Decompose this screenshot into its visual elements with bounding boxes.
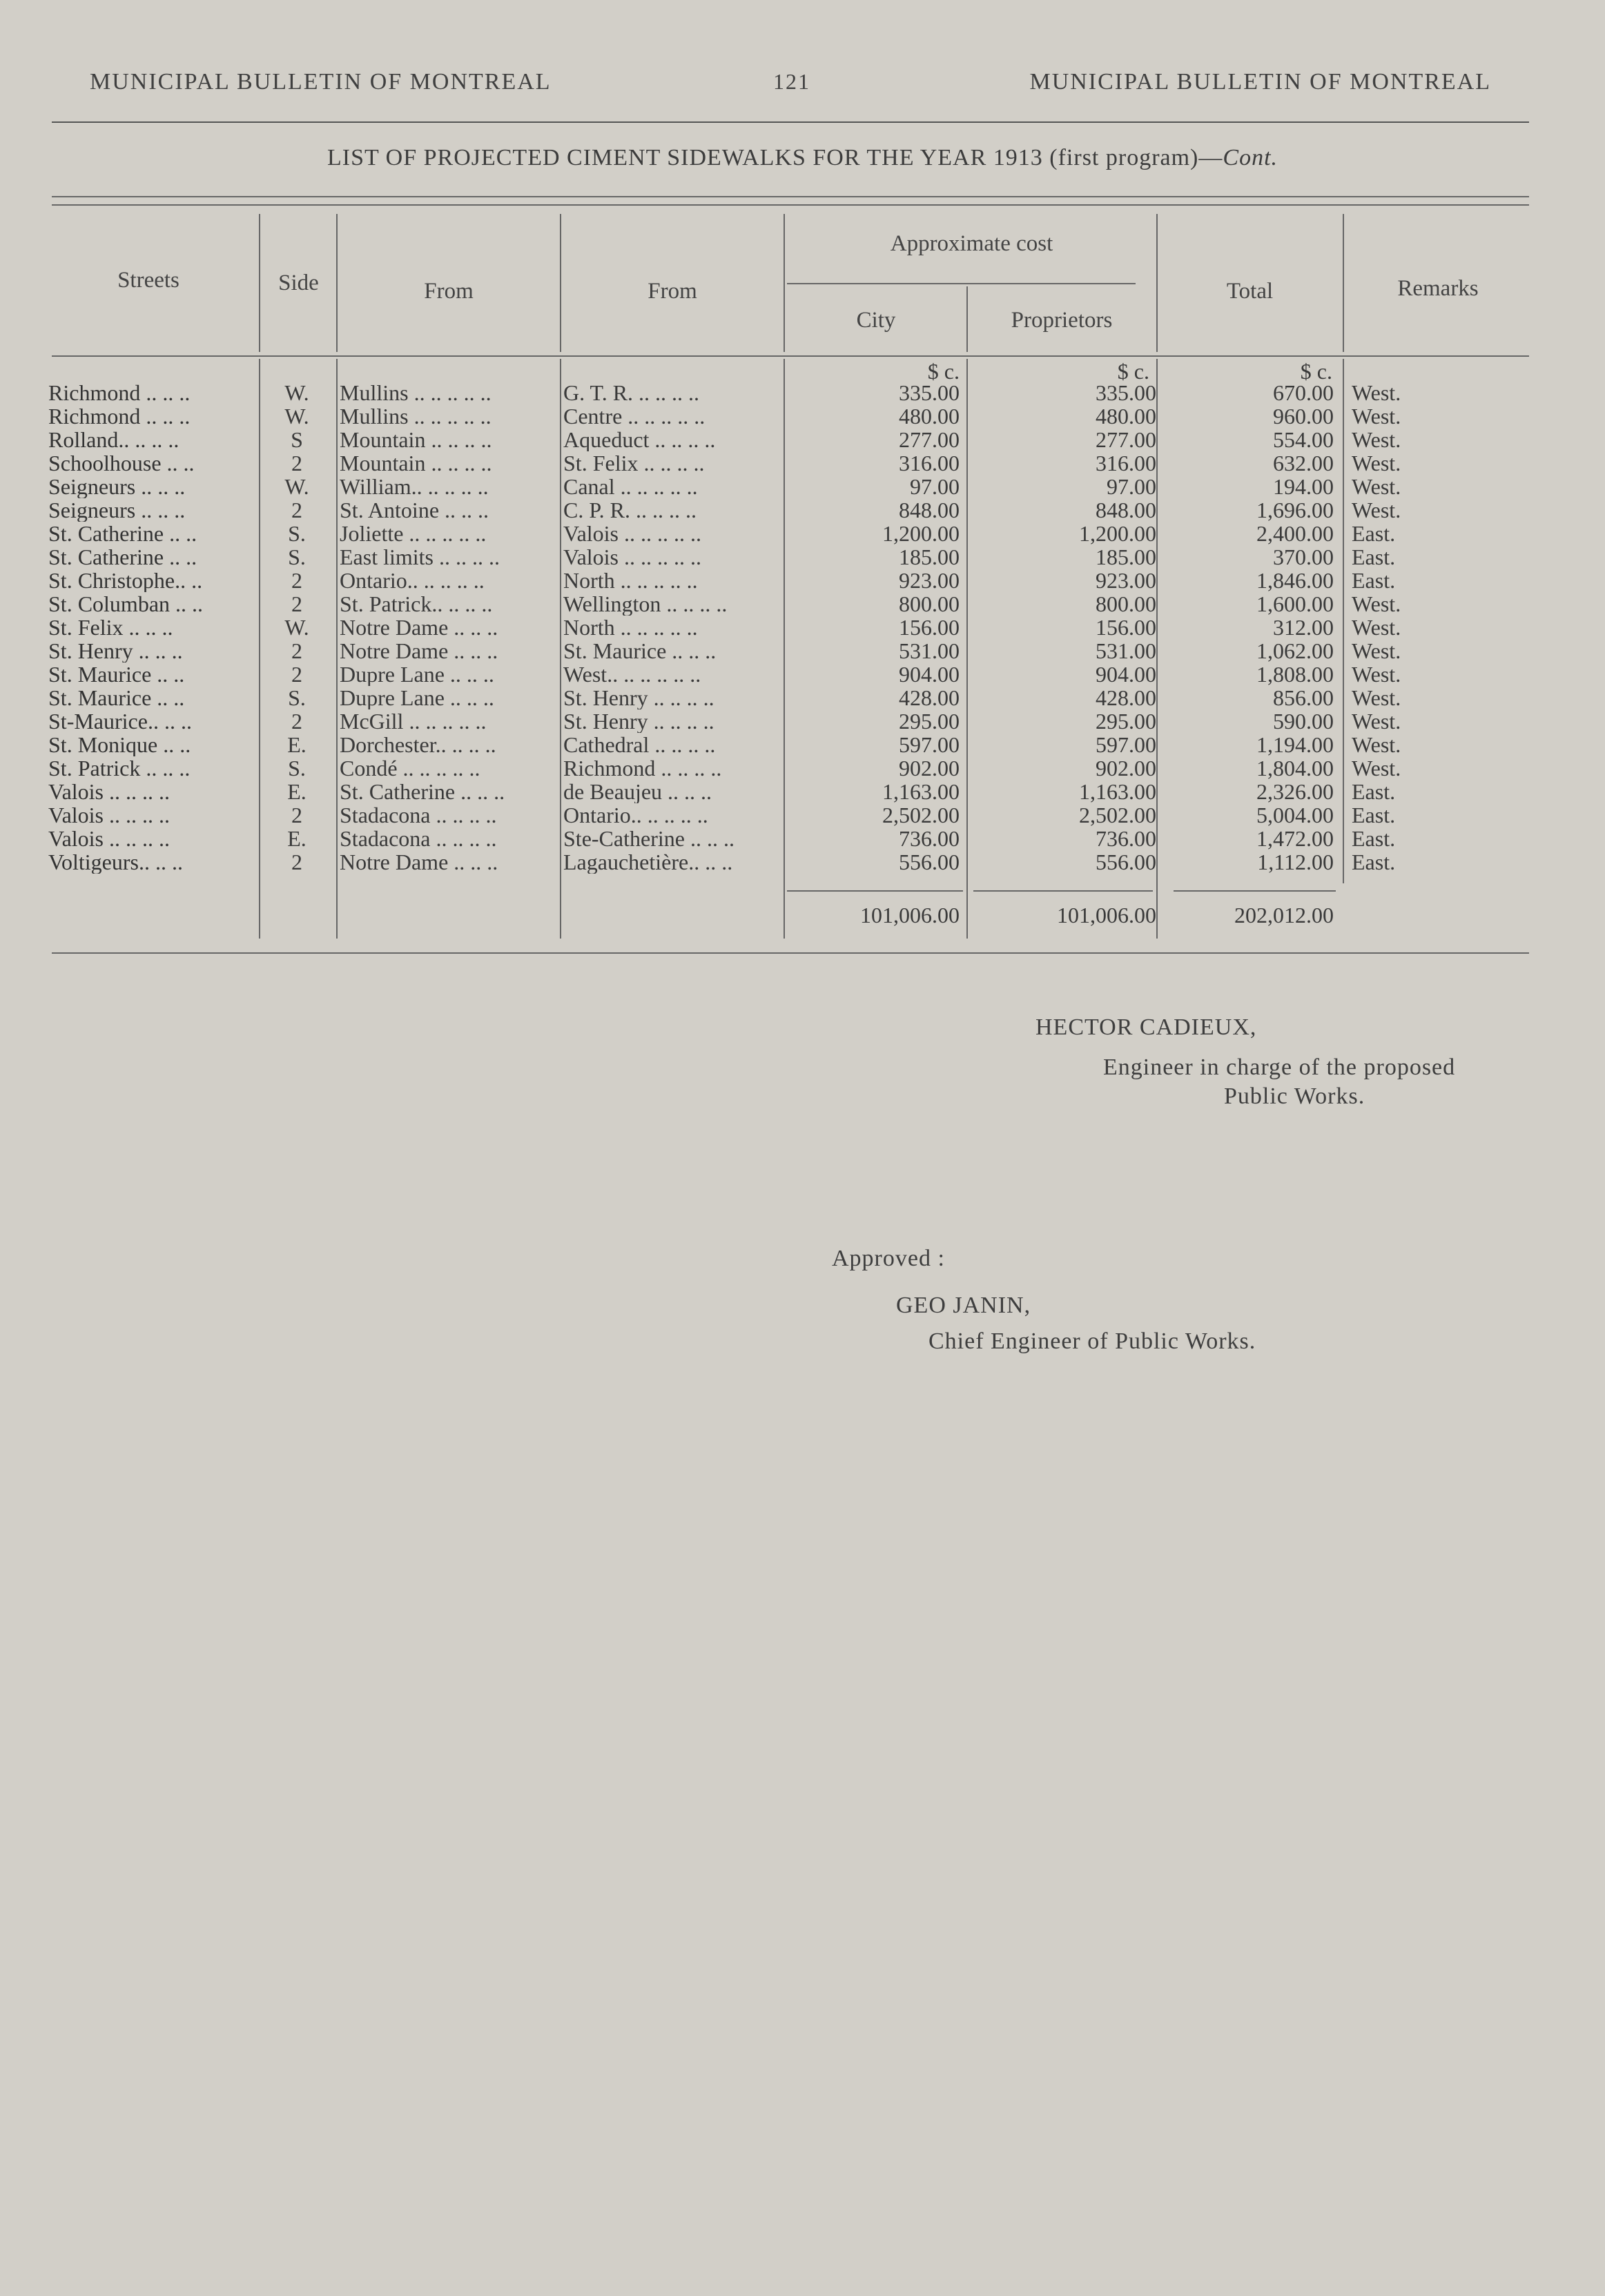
row-total: 856.00 <box>1273 685 1334 710</box>
row-from-1: William.. .. .. .. .. <box>340 475 489 498</box>
row-proprietors-cost: 556.00 <box>1096 850 1156 874</box>
row-remarks: West. <box>1352 709 1401 734</box>
row-proprietors-cost: 902.00 <box>1096 756 1156 781</box>
row-total: 1,804.00 <box>1256 756 1334 781</box>
row-from-2: Canal .. .. .. .. .. <box>563 475 698 498</box>
table-row <box>0 686 1605 709</box>
row-from-1: Notre Dame .. .. .. <box>340 639 498 663</box>
row-total: 1,194.00 <box>1256 732 1334 757</box>
page-number: 121 <box>773 69 810 94</box>
row-city-cost: 335.00 <box>899 380 960 405</box>
header-total: Total <box>1226 279 1274 304</box>
row-side: 2 <box>291 662 302 687</box>
row-city-cost: 800.00 <box>899 591 960 616</box>
row-city-cost: 923.00 <box>899 568 960 593</box>
row-from-2: Lagauchetière.. .. .. <box>563 850 733 874</box>
row-street: Richmond .. .. .. <box>48 381 191 404</box>
row-city-cost: 556.00 <box>899 850 960 874</box>
table-row <box>0 522 1605 545</box>
row-side: 2 <box>291 709 302 734</box>
row-from-1: Joliette .. .. .. .. .. <box>340 522 487 545</box>
col-divider <box>1156 214 1158 352</box>
row-street: Valois .. .. .. .. <box>48 827 170 850</box>
row-from-2: Centre .. .. .. .. .. <box>563 404 706 428</box>
row-remarks: West. <box>1352 638 1401 663</box>
row-remarks: West. <box>1352 474 1401 499</box>
row-total: 1,472.00 <box>1256 826 1334 851</box>
table-top-rule-2 <box>52 204 1529 206</box>
row-from-2: Aqueduct .. .. .. .. <box>563 428 716 451</box>
row-proprietors-cost: 277.00 <box>1096 427 1156 452</box>
row-street: St. Columban .. .. <box>48 592 204 616</box>
table-row <box>0 451 1605 475</box>
row-side: E. <box>287 779 307 804</box>
running-head-left: MUNICIPAL BULLETIN OF MONTREAL <box>90 69 552 95</box>
table-row <box>0 639 1605 663</box>
row-proprietors-cost: 736.00 <box>1096 826 1156 851</box>
row-city-cost: 97.00 <box>910 474 960 499</box>
header-city: City <box>856 308 896 333</box>
row-street: Schoolhouse .. .. <box>48 451 195 475</box>
header-bottom-rule <box>52 355 1529 357</box>
row-city-cost: 295.00 <box>899 709 960 734</box>
table-title <box>0 145 1605 171</box>
row-proprietors-cost: 923.00 <box>1096 568 1156 593</box>
row-proprietors-cost: 480.00 <box>1096 404 1156 429</box>
row-from-1: St. Catherine .. .. .. <box>340 780 505 803</box>
row-total: 1,062.00 <box>1256 638 1334 663</box>
row-total: 370.00 <box>1273 544 1334 569</box>
running-head-right: MUNICIPAL BULLETIN OF MONTREAL <box>1029 69 1491 95</box>
row-total: 1,808.00 <box>1256 662 1334 687</box>
row-street: Valois .. .. .. .. <box>48 803 170 827</box>
row-from-2: North .. .. .. .. .. <box>563 569 698 592</box>
row-remarks: West. <box>1352 498 1401 522</box>
row-city-cost: 904.00 <box>899 662 960 687</box>
row-from-2: de Beaujeu .. .. .. <box>563 780 712 803</box>
row-total: 5,004.00 <box>1256 803 1334 827</box>
row-street: Seigneurs .. .. .. <box>48 498 186 522</box>
row-proprietors-cost: 597.00 <box>1096 732 1156 757</box>
row-remarks: East. <box>1352 826 1396 851</box>
row-remarks: West. <box>1352 615 1401 640</box>
approx-cost-rule <box>787 283 1136 284</box>
header-side: Side <box>278 271 319 295</box>
row-side: W. <box>284 404 309 429</box>
table-row <box>0 733 1605 756</box>
row-total: 632.00 <box>1273 451 1334 475</box>
header-from-2: From <box>648 279 697 304</box>
row-from-2: Valois .. .. .. .. .. <box>563 545 701 569</box>
row-remarks: East. <box>1352 779 1396 804</box>
table-title-main: LIST OF PROJECTED CIMENT SIDEWALKS FOR THE YEAR 1913 (first program)— <box>327 145 1223 170</box>
row-from-1: McGill .. .. .. .. .. <box>340 709 487 733</box>
row-from-1: Mullins .. .. .. .. .. <box>340 381 492 404</box>
row-street: St. Catherine .. .. <box>48 545 197 569</box>
totals-rule <box>787 890 963 892</box>
row-remarks: West. <box>1352 662 1401 687</box>
row-remarks: West. <box>1352 451 1401 475</box>
approval-label: Approved : <box>832 1246 945 1271</box>
row-city-cost: 185.00 <box>899 544 960 569</box>
table-row <box>0 498 1605 522</box>
signature-title-line-1: Engineer in charge of the proposed <box>1103 1054 1456 1080</box>
row-from-2: Cathedral .. .. .. .. <box>563 733 716 756</box>
unit-city: $ c. <box>927 359 960 384</box>
table-title-cont: Cont. <box>1223 145 1278 170</box>
row-street: St. Catherine .. .. <box>48 522 197 545</box>
header-from-1: From <box>424 279 474 304</box>
table-row <box>0 850 1605 874</box>
col-divider <box>259 214 260 352</box>
row-from-1: St. Patrick.. .. .. .. <box>340 592 493 616</box>
table-row <box>0 616 1605 639</box>
row-street: St. Maurice .. .. <box>48 663 185 686</box>
table-row <box>0 663 1605 686</box>
row-city-cost: 2,502.00 <box>882 803 960 827</box>
row-remarks: East. <box>1352 521 1396 546</box>
row-from-1: Notre Dame .. .. .. <box>340 616 498 639</box>
row-from-2: St. Maurice .. .. .. <box>563 639 717 663</box>
row-from-2: Ontario.. .. .. .. .. <box>563 803 708 827</box>
row-remarks: East. <box>1352 568 1396 593</box>
header-approximate-cost: Approximate cost <box>890 231 1053 256</box>
row-street: St. Patrick .. .. .. <box>48 756 191 780</box>
row-side: 2 <box>291 451 302 475</box>
signature-title-line-2: Public Works. <box>1224 1083 1365 1109</box>
unit-proprietors: $ c. <box>1117 359 1149 384</box>
header-streets: Streets <box>117 268 179 293</box>
row-street: Rolland.. .. .. .. <box>48 428 179 451</box>
row-from-2: St. Henry .. .. .. .. <box>563 686 714 709</box>
row-side: W. <box>284 380 309 405</box>
row-remarks: East. <box>1352 544 1396 569</box>
row-proprietors-cost: 335.00 <box>1096 380 1156 405</box>
row-remarks: West. <box>1352 591 1401 616</box>
row-total: 1,600.00 <box>1256 591 1334 616</box>
row-from-1: Mountain .. .. .. .. <box>340 451 492 475</box>
row-city-cost: 156.00 <box>899 615 960 640</box>
col-divider <box>1343 214 1344 352</box>
row-proprietors-cost: 800.00 <box>1096 591 1156 616</box>
row-from-1: Dupre Lane .. .. .. <box>340 686 494 709</box>
row-proprietors-cost: 97.00 <box>1107 474 1156 499</box>
row-from-2: Valois .. .. .. .. .. <box>563 522 701 545</box>
table-row <box>0 592 1605 616</box>
row-proprietors-cost: 1,163.00 <box>1079 779 1156 804</box>
row-remarks: West. <box>1352 427 1401 452</box>
head-rule <box>52 121 1529 123</box>
total-proprietors: 101,006.00 <box>1057 903 1156 928</box>
row-remarks: West. <box>1352 756 1401 781</box>
row-street: St-Maurice.. .. .. <box>48 709 192 733</box>
row-proprietors-cost: 531.00 <box>1096 638 1156 663</box>
row-city-cost: 1,163.00 <box>882 779 960 804</box>
row-city-cost: 316.00 <box>899 451 960 475</box>
row-proprietors-cost: 848.00 <box>1096 498 1156 522</box>
row-side: W. <box>284 474 309 499</box>
row-side: S <box>291 427 303 452</box>
table-row <box>0 803 1605 827</box>
row-street: St. Monique .. .. <box>48 733 191 756</box>
signature-name: HECTOR CADIEUX, <box>1035 1014 1257 1040</box>
row-from-2: West.. .. .. .. .. .. <box>563 663 701 686</box>
row-from-1: Stadacona .. .. .. .. <box>340 827 497 850</box>
row-side: S. <box>288 685 306 710</box>
row-remarks: West. <box>1352 380 1401 405</box>
col-divider <box>560 214 561 352</box>
row-city-cost: 848.00 <box>899 498 960 522</box>
row-side: 2 <box>291 638 302 663</box>
row-proprietors-cost: 2,502.00 <box>1079 803 1156 827</box>
unit-total: $ c. <box>1300 359 1332 384</box>
row-side: 2 <box>291 591 302 616</box>
row-total: 554.00 <box>1273 427 1334 452</box>
row-city-cost: 1,200.00 <box>882 521 960 546</box>
row-side: 2 <box>291 850 302 874</box>
row-city-cost: 736.00 <box>899 826 960 851</box>
row-from-2: C. P. R. .. .. .. .. <box>563 498 697 522</box>
row-from-2: St. Henry .. .. .. .. <box>563 709 714 733</box>
row-total: 960.00 <box>1273 404 1334 429</box>
row-total: 670.00 <box>1273 380 1334 405</box>
row-total: 590.00 <box>1273 709 1334 734</box>
col-divider <box>336 214 338 352</box>
row-city-cost: 480.00 <box>899 404 960 429</box>
header-remarks: Remarks <box>1397 276 1479 301</box>
row-remarks: East. <box>1352 803 1396 827</box>
row-from-1: Ontario.. .. .. .. .. <box>340 569 485 592</box>
totals-rule <box>1174 890 1336 892</box>
row-remarks: West. <box>1352 404 1401 429</box>
row-street: Richmond .. .. .. <box>48 404 191 428</box>
row-from-2: Ste-Catherine .. .. .. <box>563 827 735 850</box>
row-from-2: G. T. R. .. .. .. .. <box>563 381 700 404</box>
row-proprietors-cost: 156.00 <box>1096 615 1156 640</box>
row-remarks: West. <box>1352 685 1401 710</box>
header-proprietors: Proprietors <box>1011 308 1113 333</box>
row-side: S. <box>288 521 306 546</box>
row-city-cost: 428.00 <box>899 685 960 710</box>
row-side: E. <box>287 826 307 851</box>
row-proprietors-cost: 316.00 <box>1096 451 1156 475</box>
row-side: 2 <box>291 498 302 522</box>
row-from-1: East limits .. .. .. .. <box>340 545 500 569</box>
row-from-1: Mullins .. .. .. .. .. <box>340 404 492 428</box>
total-city: 101,006.00 <box>860 903 960 928</box>
row-city-cost: 277.00 <box>899 427 960 452</box>
table-row <box>0 569 1605 592</box>
row-proprietors-cost: 428.00 <box>1096 685 1156 710</box>
row-side: 2 <box>291 803 302 827</box>
row-city-cost: 597.00 <box>899 732 960 757</box>
row-total: 312.00 <box>1273 615 1334 640</box>
row-remarks: East. <box>1352 850 1396 874</box>
table-row <box>0 709 1605 733</box>
row-side: 2 <box>291 568 302 593</box>
row-side: E. <box>287 732 307 757</box>
row-from-1: Dupre Lane .. .. .. <box>340 663 494 686</box>
approval-title: Chief Engineer of Public Works. <box>928 1328 1256 1354</box>
row-from-1: Dorchester.. .. .. .. <box>340 733 496 756</box>
row-total: 2,400.00 <box>1256 521 1334 546</box>
row-remarks: West. <box>1352 732 1401 757</box>
row-street: St. Felix .. .. .. <box>48 616 173 639</box>
row-city-cost: 902.00 <box>899 756 960 781</box>
table-top-rule <box>52 196 1529 197</box>
row-street: St. Henry .. .. .. <box>48 639 183 663</box>
row-from-2: North .. .. .. .. .. <box>563 616 698 639</box>
row-side: W. <box>284 615 309 640</box>
table-row <box>0 780 1605 803</box>
row-proprietors-cost: 295.00 <box>1096 709 1156 734</box>
row-proprietors-cost: 1,200.00 <box>1079 521 1156 546</box>
row-total: 1,112.00 <box>1257 850 1334 874</box>
total-grand: 202,012.00 <box>1234 903 1334 928</box>
row-total: 1,696.00 <box>1256 498 1334 522</box>
row-side: S. <box>288 756 306 781</box>
table-row <box>0 381 1605 404</box>
table-row <box>0 545 1605 569</box>
row-proprietors-cost: 185.00 <box>1096 544 1156 569</box>
col-divider <box>784 214 785 352</box>
row-from-1: Notre Dame .. .. .. <box>340 850 498 874</box>
row-total: 2,326.00 <box>1256 779 1334 804</box>
row-from-1: Condé .. .. .. .. .. <box>340 756 480 780</box>
approval-name: GEO JANIN, <box>896 1293 1031 1318</box>
row-street: St. Maurice .. .. <box>48 686 185 709</box>
row-street: Seigneurs .. .. .. <box>48 475 186 498</box>
totals-rule <box>973 890 1153 892</box>
row-from-1: St. Antoine .. .. .. <box>340 498 489 522</box>
row-from-1: Mountain .. .. .. .. <box>340 428 492 451</box>
table-row <box>0 404 1605 428</box>
row-city-cost: 531.00 <box>899 638 960 663</box>
table-row <box>0 428 1605 451</box>
row-from-2: St. Felix .. .. .. .. <box>563 451 705 475</box>
row-from-2: Wellington .. .. .. .. <box>563 592 728 616</box>
row-proprietors-cost: 904.00 <box>1096 662 1156 687</box>
table-bottom-rule <box>52 952 1529 954</box>
row-from-1: Stadacona .. .. .. .. <box>340 803 497 827</box>
row-total: 1,846.00 <box>1256 568 1334 593</box>
row-street: Valois .. .. .. .. <box>48 780 170 803</box>
table-row <box>0 475 1605 498</box>
row-street: Voltigeurs.. .. .. <box>48 850 183 874</box>
table-row <box>0 827 1605 850</box>
row-from-2: Richmond .. .. .. .. <box>563 756 722 780</box>
row-side: S. <box>288 544 306 569</box>
table-row <box>0 756 1605 780</box>
row-street: St. Christophe.. .. <box>48 569 203 592</box>
row-total: 194.00 <box>1273 474 1334 499</box>
